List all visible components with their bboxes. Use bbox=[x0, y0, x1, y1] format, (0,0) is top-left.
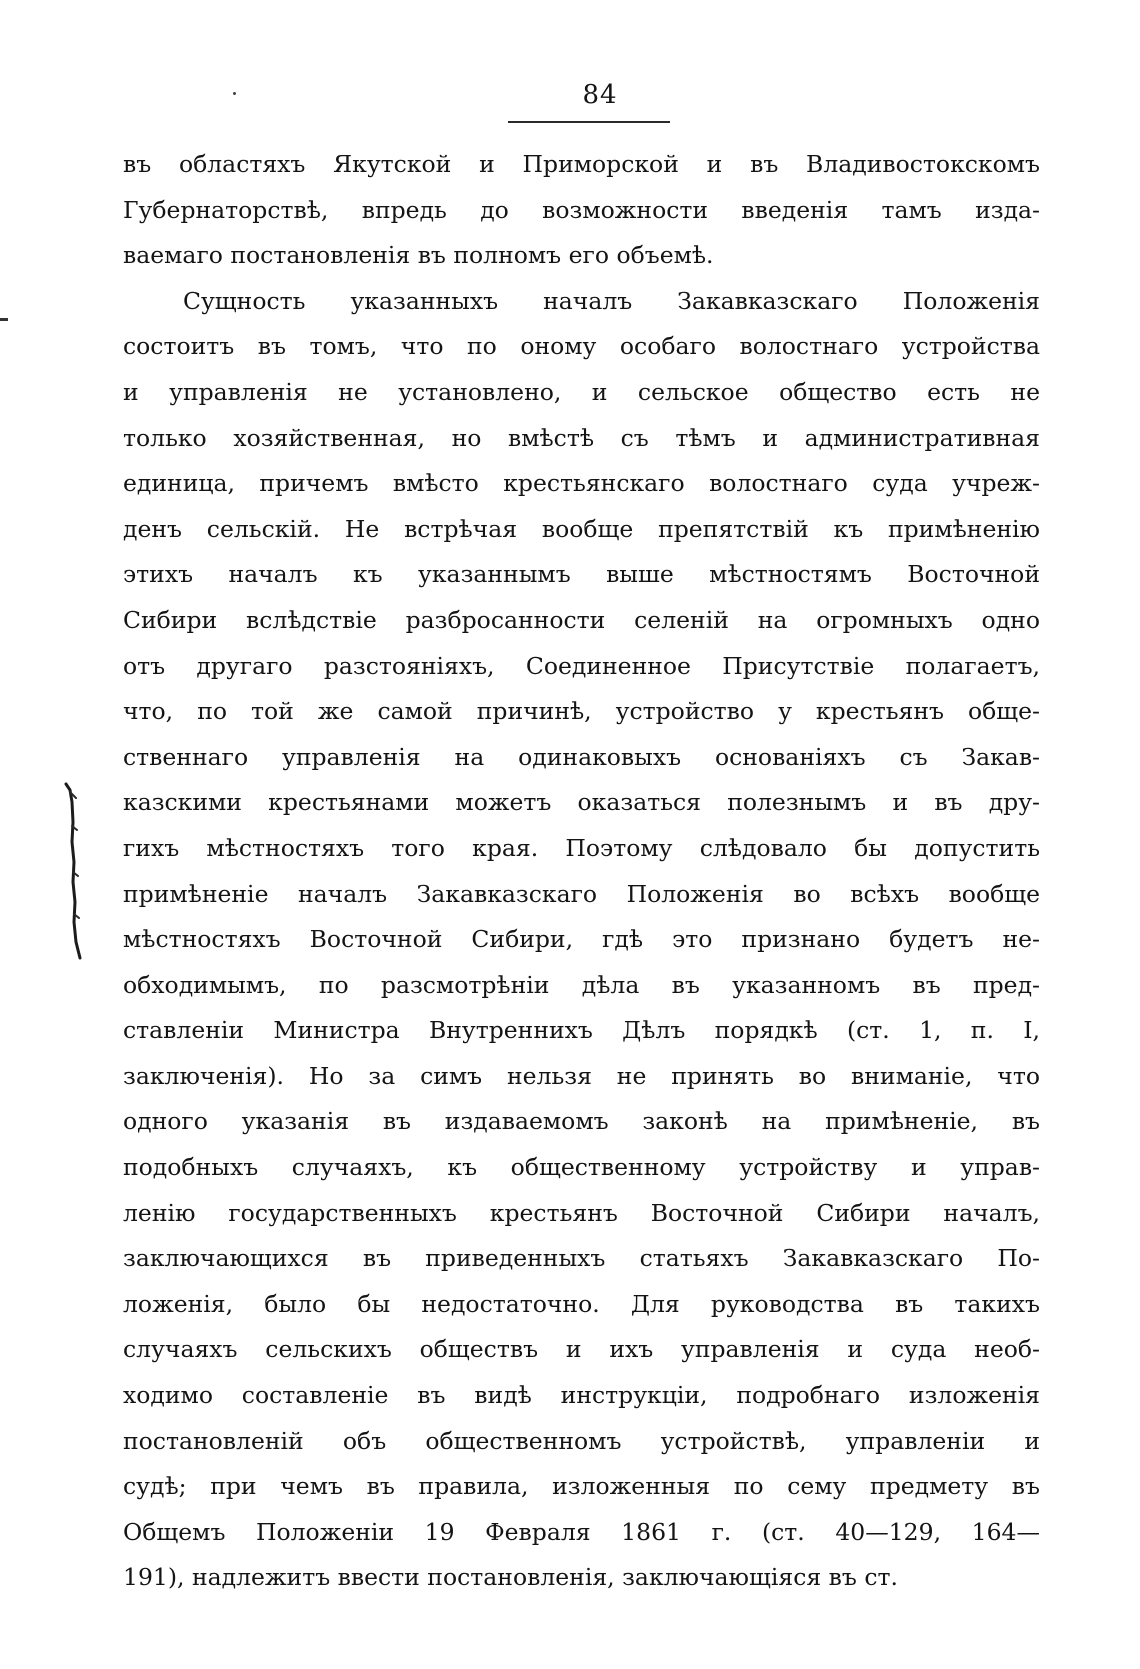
text-line: казскими крестьянами можетъ оказаться полезнымъ и въ дру- bbox=[123, 788, 1040, 817]
text-line: этихъ началъ къ указаннымъ выше мѣстностямъ Восточной bbox=[123, 560, 1040, 589]
text-line: и управленія не установлено, и сельское общество есть не bbox=[123, 377, 1040, 406]
text-line: случаяхъ сельскихъ обществъ и ихъ управленія и суда необ- bbox=[123, 1335, 1040, 1364]
text-line: примѣненіе началъ Закавказскаго Положенія во всѣхъ вообще bbox=[123, 879, 1040, 908]
text-line: состоитъ въ томъ, что по оному особаго волостнаго устройства bbox=[123, 332, 1040, 361]
text-line: Общемъ Положеніи 19 Февраля 1861 г. (ст. 40—129, 164— bbox=[123, 1517, 1040, 1546]
text-line: одного указанія въ издаваемомъ законѣ на примѣненіе, въ bbox=[123, 1107, 1040, 1136]
text-line: 191), надлежитъ ввести постановленія, заключающіяся въ ст. bbox=[123, 1563, 898, 1592]
text-line: подобныхъ случаяхъ, къ общественному устройству и управ- bbox=[123, 1153, 1040, 1182]
text-line: ставленіи Министра Внутреннихъ Дѣлъ порядкѣ (ст. 1, п. I, bbox=[123, 1016, 1040, 1045]
text-line: Губернаторствѣ, впредь до возможности введенія тамъ изда- bbox=[123, 195, 1040, 224]
text-line: ленію государственныхъ крестьянъ Восточной Сибири началъ, bbox=[123, 1198, 1040, 1227]
text-line: ложенія, было бы недостаточно. Для руководства въ такихъ bbox=[123, 1289, 1040, 1318]
text-line: гихъ мѣстностяхъ того края. Поэтому слѣдовало бы допустить bbox=[123, 833, 1040, 862]
text-line: единица, причемъ вмѣсто крестьянскаго волостнаго суда учреж- bbox=[123, 469, 1040, 498]
text-line: постановленій объ общественномъ устройствѣ, управленіи и bbox=[123, 1426, 1040, 1455]
margin-annotation-mark bbox=[60, 782, 90, 962]
text-line: ваемаго постановленія въ полномъ его объемѣ. bbox=[123, 241, 714, 270]
text-line: денъ сельскій. Не встрѣчая вообще препятствій къ примѣненію bbox=[123, 514, 1040, 543]
text-line: только хозяйственная, но вмѣстѣ съ тѣмъ и административная bbox=[123, 423, 1040, 452]
page-number: 84 bbox=[582, 80, 618, 110]
text-line: заключенія). Но за симъ нельзя не принять во вниманіе, что bbox=[123, 1061, 1040, 1090]
text-line: ственнаго управленія на одинаковыхъ основаніяхъ съ Закав- bbox=[123, 742, 1040, 771]
text-line: ходимо составленіе въ видѣ инструкціи, подробнаго изложенія bbox=[123, 1381, 1040, 1410]
header-rule bbox=[508, 121, 670, 123]
scan-speck bbox=[233, 92, 236, 95]
margin-tick bbox=[0, 318, 8, 321]
body-text bbox=[123, 142, 1040, 1601]
text-line: заключающихся въ приведенныхъ статьяхъ Закавказскаго По- bbox=[123, 1244, 1040, 1273]
text-line: мѣстностяхъ Восточной Сибири, гдѣ это признано будетъ не- bbox=[123, 925, 1040, 954]
text-line: что, по той же самой причинѣ, устройство у крестьянъ обще- bbox=[123, 697, 1040, 726]
text-line: Сибири вслѣдствіе разбросанности селеній на огромныхъ одно bbox=[123, 605, 1040, 634]
text-line: обходимымъ, по разсмотрѣніи дѣла въ указанномъ въ пред- bbox=[123, 970, 1040, 999]
text-line: судѣ; при чемъ въ правила, изложенныя по сему предмету въ bbox=[123, 1472, 1040, 1501]
text-line: отъ другаго разстояніяхъ, Соединенное Присутствіе полагаетъ, bbox=[123, 651, 1040, 680]
text-line: Сущность указанныхъ началъ Закавказскаго Положенія bbox=[183, 286, 1040, 315]
text-line: въ областяхъ Якутской и Приморской и въ Владивостокскомъ bbox=[123, 150, 1040, 178]
